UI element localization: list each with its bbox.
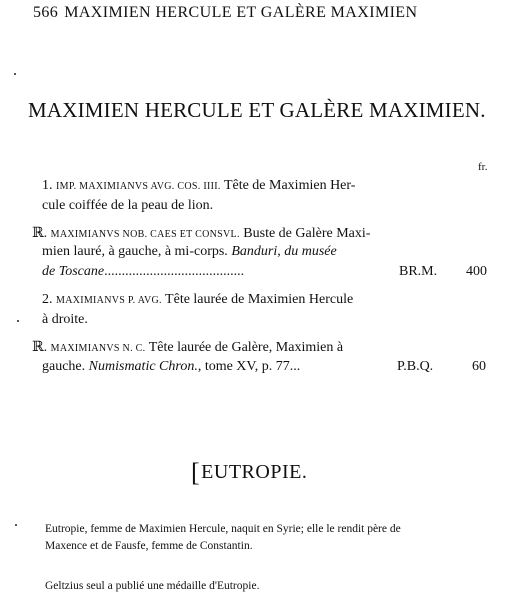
description: gauche. xyxy=(42,359,86,374)
speck xyxy=(17,320,19,322)
entry-number: 2. xyxy=(42,292,53,307)
reference: Banduri, du musée xyxy=(231,244,337,259)
description: Tête laurée de Maximien Hercule xyxy=(165,292,354,307)
entry-2-line-1 xyxy=(42,292,353,308)
reference: de Toscane xyxy=(42,264,105,279)
entry-2r-line-2 xyxy=(42,359,300,375)
running-head xyxy=(33,4,417,22)
entry-1-line-1 xyxy=(42,178,355,194)
running-title: MAXIMIEN HERCULE ET GALÈRE MAXIMIEN xyxy=(64,4,418,21)
collection-code: P.B.Q. xyxy=(397,359,434,374)
entry-1r-line-3 xyxy=(42,264,244,280)
coin-legend: MAXIMIANVS P. AVG. xyxy=(56,295,162,306)
entry-1r-line-2 xyxy=(42,244,337,260)
entry-2-line-2 xyxy=(42,312,88,328)
coin-legend: MAXIMIANVS N. C. xyxy=(50,343,146,354)
section-description-line-2: Maxence et de Fausfe, femme de Constantin. xyxy=(45,540,253,552)
reverse-mark: ℝ. xyxy=(32,226,48,241)
coin-legend: MAXIMIANVS NOB. CAES ET CONSVL. xyxy=(50,229,240,240)
description: cule coiffée de la peau de lion. xyxy=(42,198,214,213)
entry-1r-line-1 xyxy=(32,225,370,242)
entry-2r-line-1 xyxy=(32,339,343,356)
section-description-line-1: Eutropie, femme de Maximien Hercule, naquit en Syrie; elle le rendit père de xyxy=(45,523,401,535)
entry-number: 1. xyxy=(42,178,53,193)
section-title xyxy=(191,455,307,485)
reference: Numismatic Chron. xyxy=(88,359,198,374)
description: Tête laurée de Galère, Maximien à xyxy=(148,340,344,355)
description: Tête de Maximien Her- xyxy=(223,178,356,193)
reverse-mark: ℝ. xyxy=(32,340,48,355)
description: à droite. xyxy=(42,312,88,327)
section-title-text: EUTROPIE. xyxy=(201,461,308,483)
coin-legend: IMP. MAXIMIANVS AVG. COS. IIII. xyxy=(56,181,221,192)
value: 400 xyxy=(466,264,487,279)
entry-1-line-2 xyxy=(42,198,213,214)
value: 60 xyxy=(472,359,486,374)
description: , tome XV, p. 77... xyxy=(197,359,301,374)
speck xyxy=(14,73,16,75)
unit-label: fr. xyxy=(478,161,488,173)
collection-code: BR.M. xyxy=(399,264,438,279)
description: mien lauré, à gauche, à mi-corps. xyxy=(42,244,228,259)
description: Buste de Galère Maxi- xyxy=(243,226,371,241)
section-note: Geltzius seul a publié une médaille d'Eutropie. xyxy=(45,580,260,592)
speck xyxy=(15,524,17,526)
bracket-mark: [ xyxy=(191,458,201,487)
page-title: MAXIMIEN HERCULE ET GALÈRE MAXIMIEN. xyxy=(28,98,486,122)
leader-dots: ........................................ xyxy=(104,264,245,279)
page-number: 566 xyxy=(33,4,59,21)
